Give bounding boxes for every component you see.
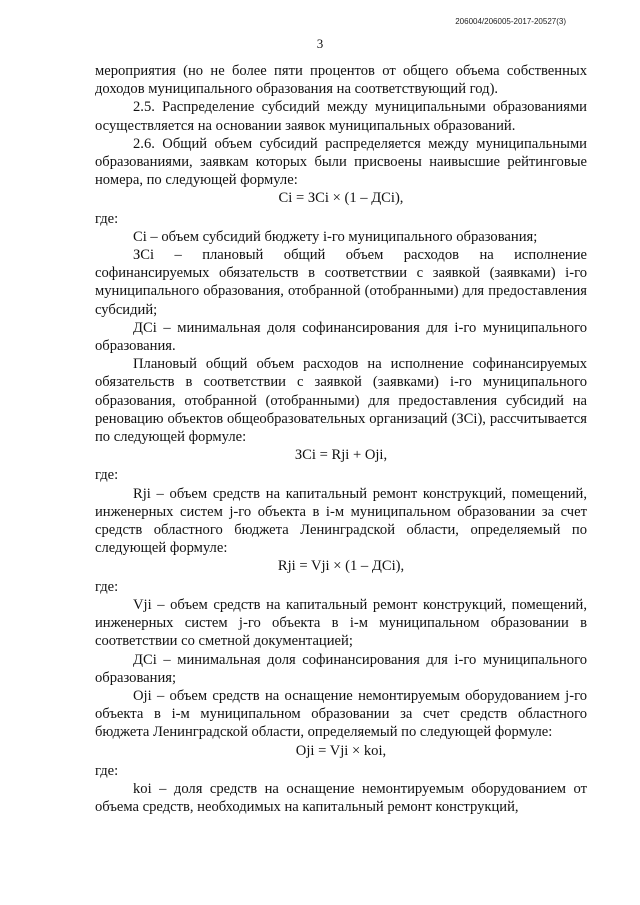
definition-dci: ДCi – минимальная доля софинансирования для i-го муниципального образования.	[95, 319, 587, 355]
formula-planned-expenses: ЗCi = Rji + Oji,	[294, 447, 388, 464]
definition-ci: Ci – объем субсидий бюджету i-го муниципального образования;	[133, 228, 538, 245]
definition-oji: Oji – объем средств на оснащение немонтируемым оборудованием j-го объекта в i-м муниципальном образовании за счет средств областного бюджета Ленинградской области, определяемый по следующей формуле:	[95, 687, 587, 741]
where-label: где:	[95, 467, 119, 484]
formula-oji: Oji = Vji × koi,	[295, 742, 387, 759]
formula-subsidy: Ci = ЗCi × (1 – ДCi),	[278, 190, 404, 207]
definition-rji: Rji – объем средств на капитальный ремонт конструкций, помещений, инженерных систем j-го объекта в i-м муниципальном образовании за счет средств областного бюджета Ленинградской области, определяемый по следующей формуле:	[95, 485, 587, 557]
where-label: где:	[95, 762, 119, 779]
paragraph-continuation: мероприятия (но не более пяти процентов от общего объема собственных доходов муниципального образования на соответствующий год).	[95, 63, 587, 98]
paragraph-2-6: 2.6. Общий объем субсидий распределяется между муниципальными образованиями, заявкам которых были присвоены наивысшие рейтинговые номера, по следующей формуле:	[95, 135, 587, 189]
definition-koi: koi – доля средств на оснащение немонтируемым оборудованием от объема средств, необходимых на капитальный ремонт конструкций,	[95, 780, 587, 816]
document-body	[95, 62, 587, 816]
document-id: 206004/206005-2017-20527(3)	[455, 17, 566, 26]
definition-zci: ЗCi – плановый общий объем расходов на исполнение софинансируемых обязательств в соответствии с заявкой (заявками) i-го муниципального образования, отобранной (отобранными) для предоставления субсидий;	[95, 247, 587, 318]
where-label: где:	[95, 210, 119, 227]
where-label: где:	[95, 578, 119, 595]
paragraph-planned-expenses: Плановый общий объем расходов на исполнение софинансируемых обязательств в соответствии с заявкой (заявками) i-го муниципального образования, отобранной (отобранными) для предоставления субсидий на реновацию объектов общеобразовательных организаций (ЗCi), рассчитывается по следующей формуле:	[95, 356, 587, 446]
definition-vji: Vji – объем средств на капитальный ремонт конструкций, помещений, инженерных систем j-го объекта в i-м муниципальном образовании в соответствии со сметной документацией;	[95, 596, 587, 650]
page-number: 3	[316, 36, 324, 51]
formula-rji: Rji = Vji × (1 – ДCi),	[277, 558, 405, 575]
definition-dci-2: ДCi – минимальная доля софинансирования для i-го муниципального образования;	[95, 651, 587, 686]
paragraph-2-5: 2.5. Распределение субсидий между муниципальными образованиями осуществляется на основании заявок муниципальных образований.	[95, 99, 587, 134]
